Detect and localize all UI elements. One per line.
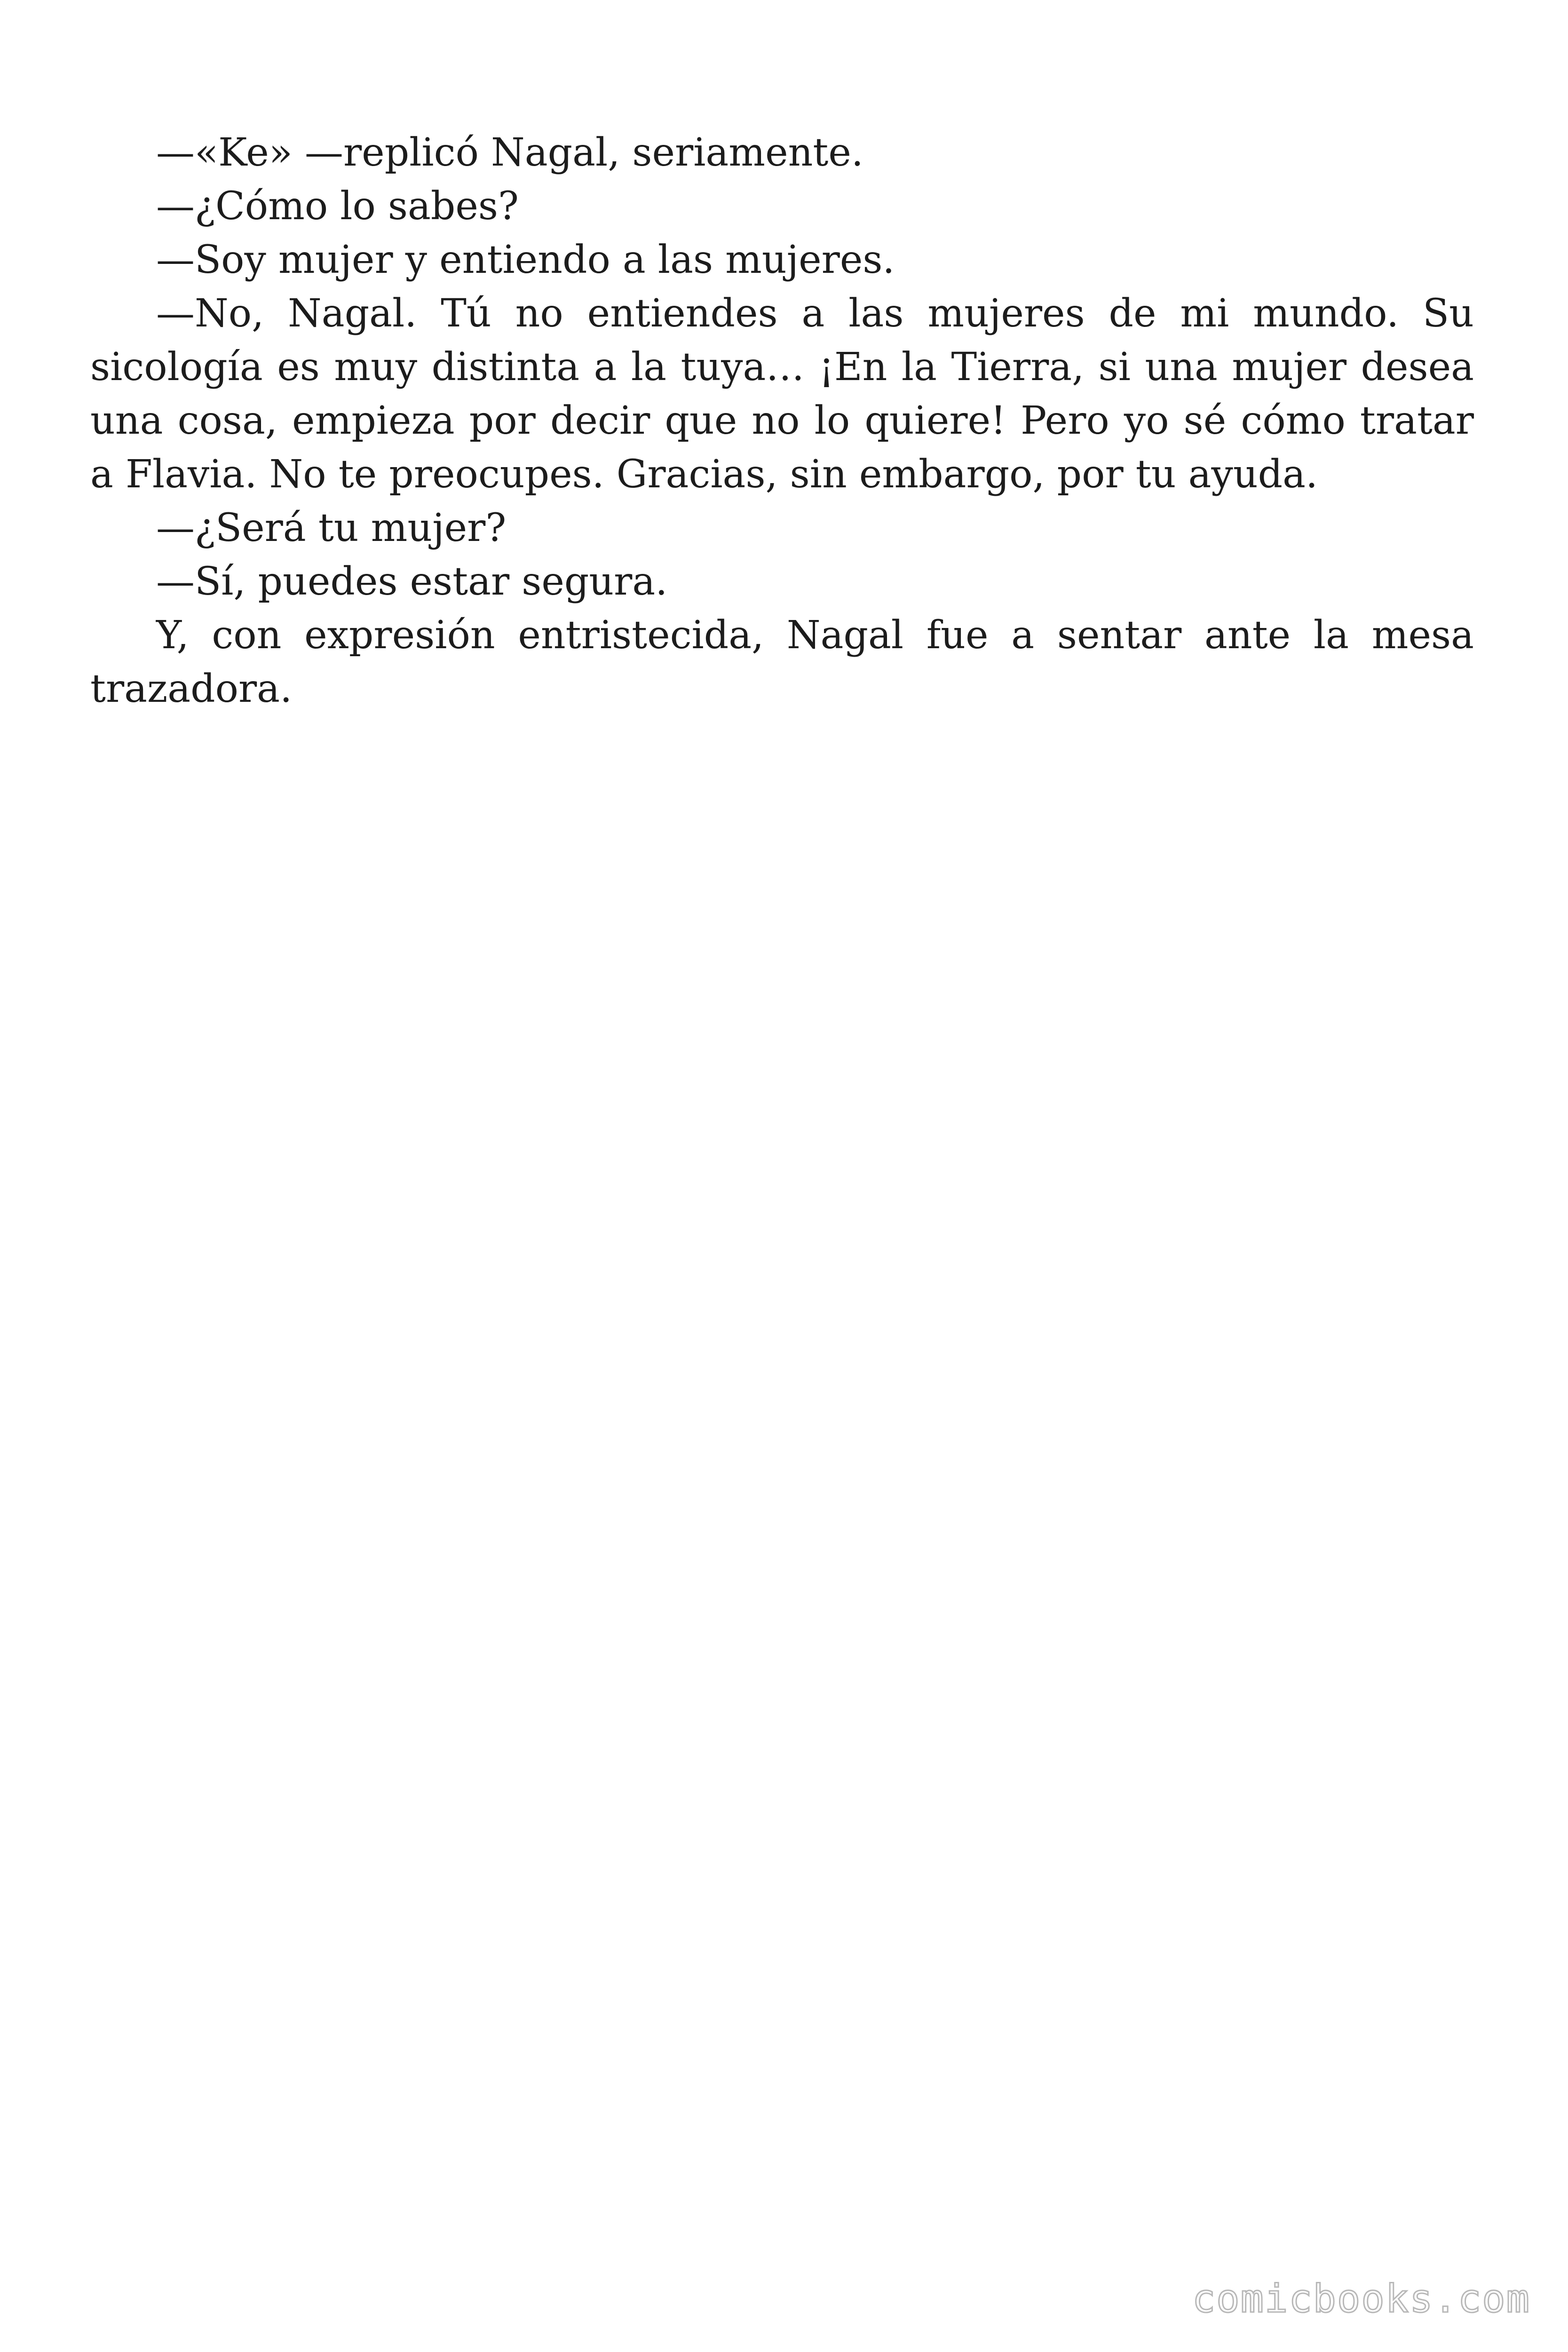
- paragraph: —¿Será tu mujer?: [156, 506, 507, 550]
- paragraph: —Sí, puedes estar segura.: [156, 559, 668, 604]
- paragraph: Y, con expresión entristecida, Nagal fue a sentar ante la mesa trazadora.: [90, 613, 1474, 711]
- paragraph: —Soy mujer y entiendo a las mujeres.: [156, 238, 895, 282]
- paragraph: —No, Nagal. Tú no entiendes a las mujeres de mi mundo. Su sicología es muy distinta a la tuya… ¡En la Tierra, si una mujer desea una cosa, empieza por decir que no lo quiere! Pero yo sé cómo tratar a Flavia. No te preocupes. Gracias, sin embargo, por tu ayuda.: [90, 291, 1474, 497]
- watermark: comicbooks.com: [1192, 2277, 1530, 2321]
- paragraph: —«Ke» —replicó Nagal, seriamente.: [156, 130, 863, 175]
- body-text: [90, 126, 1474, 716]
- paragraph: —¿Cómo lo sabes?: [156, 184, 519, 229]
